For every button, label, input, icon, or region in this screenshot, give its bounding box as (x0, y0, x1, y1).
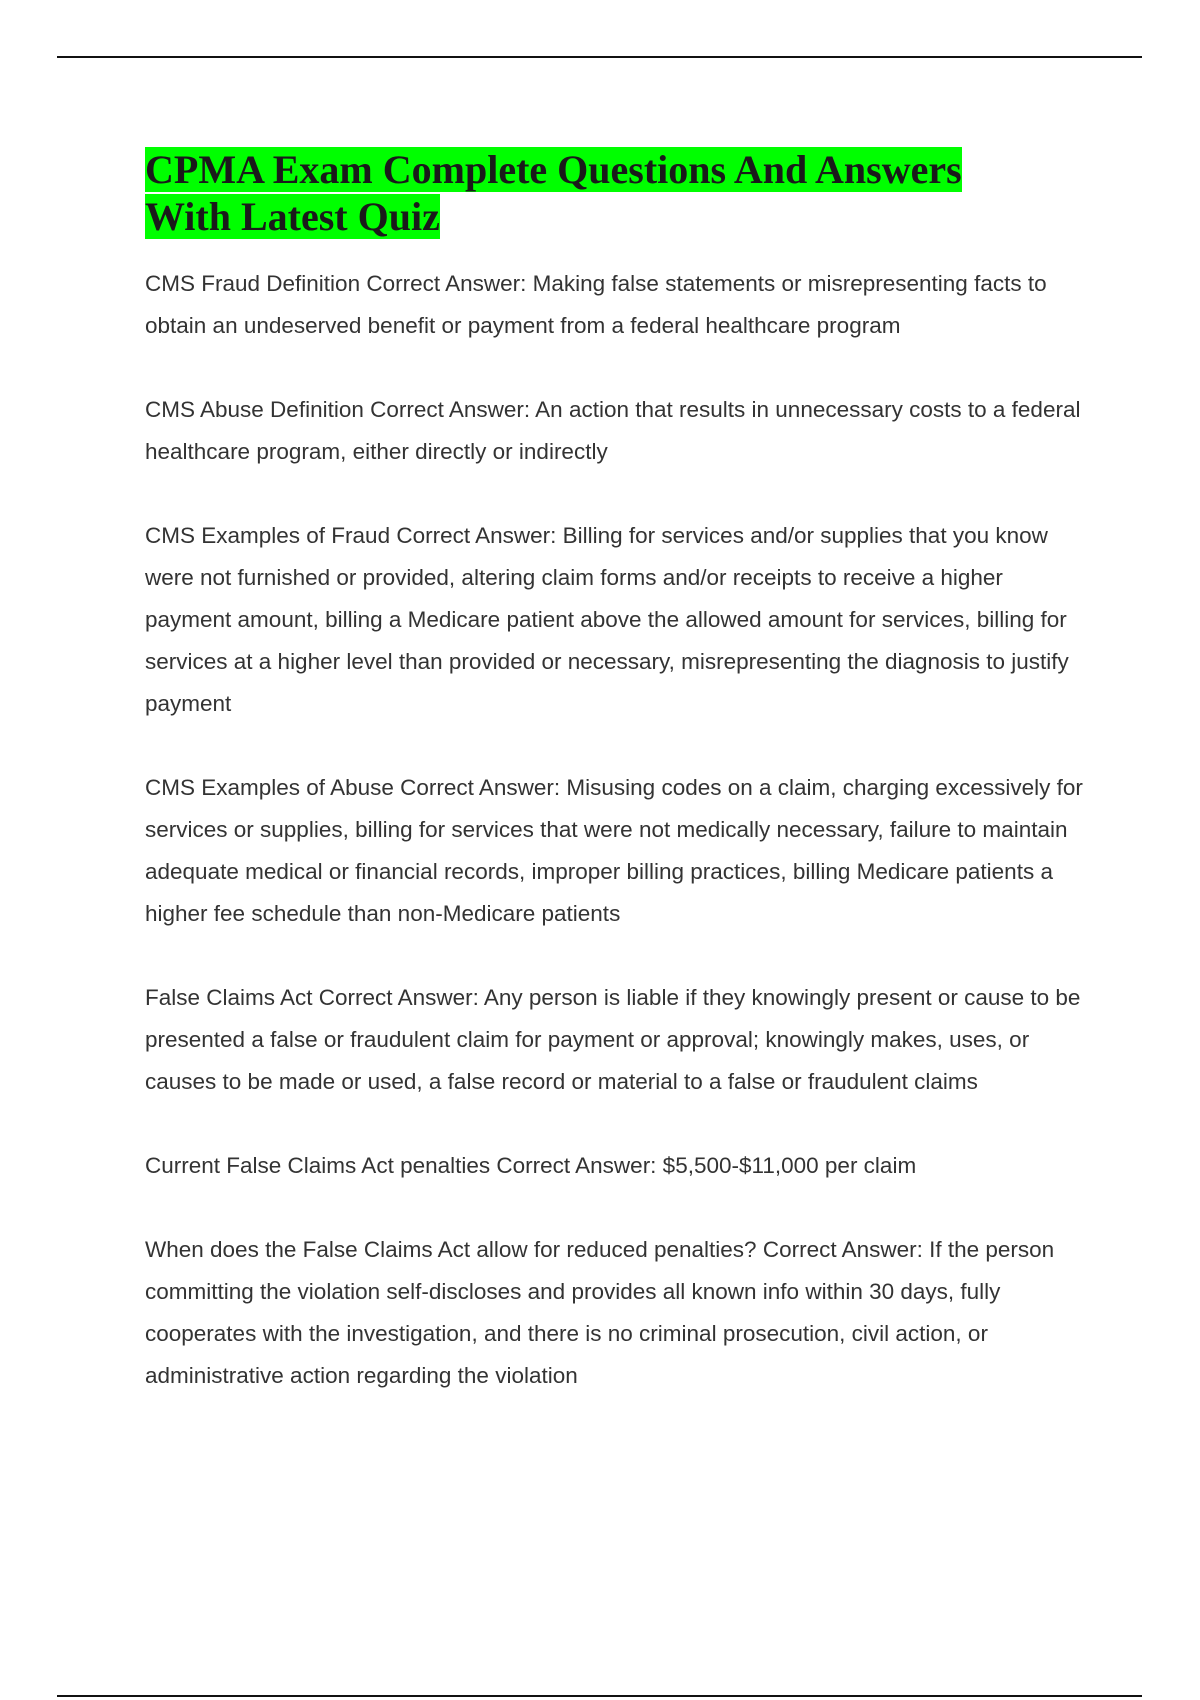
qa-item-false-claims-penalties: Current False Claims Act penalties Correct Answer: $5,500-$11,000 per claim (145, 1153, 917, 1178)
qa-item-reduced-penalties: When does the False Claims Act allow for reduced penalties? Correct Answer: If the person committing the violation self-discloses and provides all known info within 30 days, fully cooperates with the investigation, and there is no criminal prosecution, civil action, or administrative action regarding the violation (145, 1237, 1055, 1388)
page-title-highlight: CPMA Exam Complete Questions And Answers With Latest Quiz (145, 147, 962, 239)
qa-item-abuse-examples: CMS Examples of Abuse Correct Answer: Misusing codes on a claim, charging excessively for services or supplies, billing for services that were not medically necessary, failure to maintain adequate medical or financial records, improper billing practices, billing Medicare patients a higher fee schedule than non-Medicare patients (145, 775, 1083, 926)
document-body (145, 146, 1085, 1397)
qa-item-fraud-examples: CMS Examples of Fraud Correct Answer: Billing for services and/or supplies that you know were not furnished or provided, altering claim forms and/or receipts to receive a higher payment amount, billing a Medicare patient above the allowed amount for services, billing for services at a higher level than provided or necessary, misrepresenting the diagnosis to justify payment (145, 523, 1069, 716)
page-title (145, 146, 1025, 240)
footer-rule (57, 1695, 1142, 1697)
qa-item-fraud-definition: CMS Fraud Definition Correct Answer: Making false statements or misrepresenting facts to obtain an undeserved benefit or payment from a federal healthcare program (145, 271, 1047, 338)
qa-item-abuse-definition: CMS Abuse Definition Correct Answer: An action that results in unnecessary costs to a federal healthcare program, either directly or indirectly (145, 397, 1081, 464)
qa-list (145, 263, 1085, 1397)
header-rule (57, 56, 1142, 58)
qa-item-false-claims-act: False Claims Act Correct Answer: Any person is liable if they knowingly present or cause to be presented a false or fraudulent claim for payment or approval; knowingly makes, uses, or causes to be made or used, a false record or material to a false or fraudulent claims (145, 985, 1081, 1094)
